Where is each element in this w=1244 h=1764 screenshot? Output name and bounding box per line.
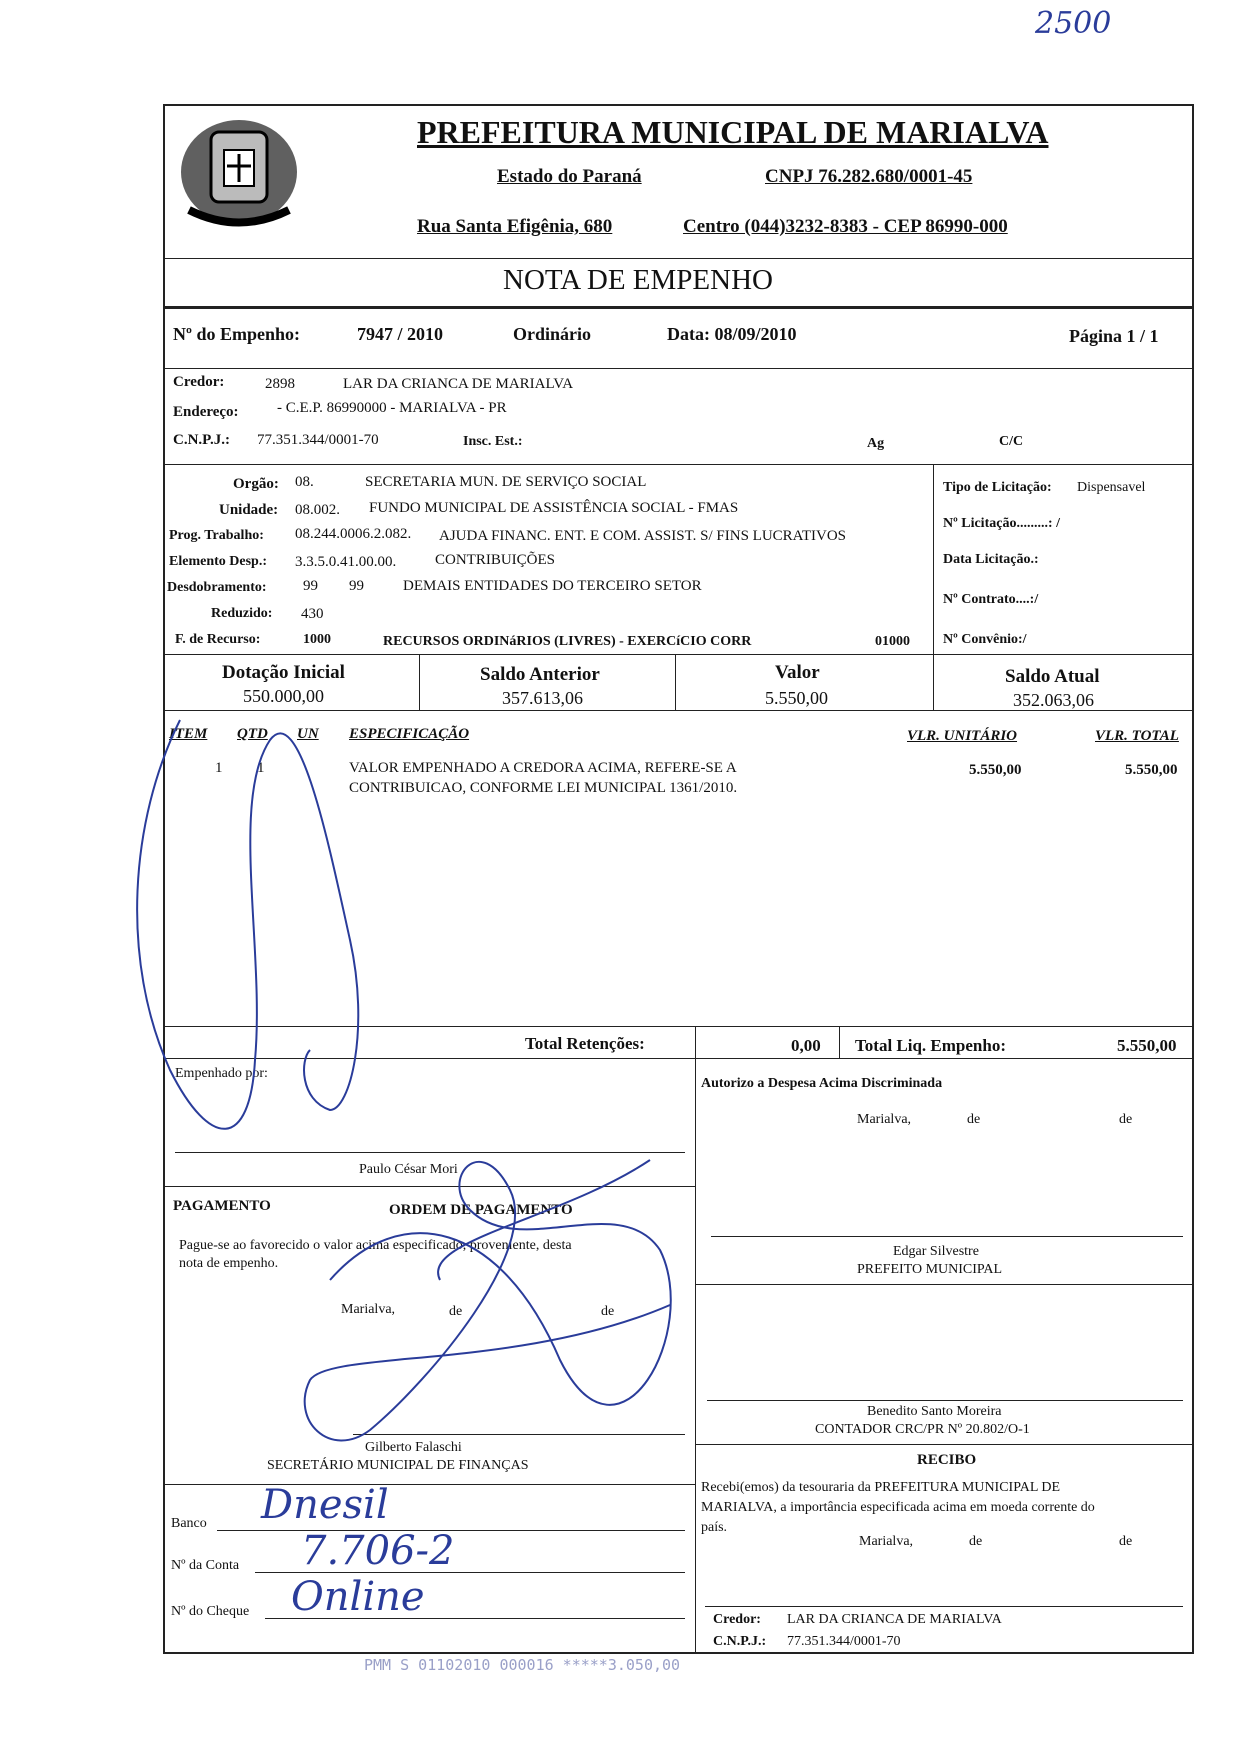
saldo-atual-value: 352.063,06: [1013, 690, 1094, 710]
ag-label: Ag: [867, 436, 885, 451]
pagamento-marialva: Marialva,: [341, 1302, 396, 1317]
unidade-label: Unidade:: [219, 502, 279, 518]
elemento-label: Elemento Desp.:: [169, 554, 267, 569]
total-retencoes-value: 0,00: [791, 1036, 821, 1055]
row-unit-value: 5.550,00: [969, 762, 1022, 778]
fonte-code: 1000: [303, 632, 331, 647]
fonte-value: RECURSOS ORDINáRIOS (LIVRES) - EXERCíCIO CORR: [383, 634, 752, 649]
autorizo-de2: de: [1119, 1112, 1133, 1127]
signature-empenho: [137, 720, 358, 1129]
cheque-label: Nº do Cheque: [171, 1604, 250, 1619]
row-spec-line1: VALOR EMPENHADO A CREDORA ACIMA, REFERE-SE A: [349, 760, 737, 776]
recibo-cnpj-value: 77.351.344/0001-70: [787, 1634, 901, 1649]
desdobramento-code2: 99: [349, 578, 364, 594]
reduzido-label: Reduzido:: [211, 606, 273, 621]
recibo-text-line2: MARIALVA, a importância especificada acima em moeda corrente do: [701, 1500, 1095, 1515]
tipo-licitacao-label: Tipo de Licitação:: [943, 480, 1052, 495]
prog-value: AJUDA FINANC. ENT. E COM. ASSIST. S/ FINS LUCRATIVOS: [439, 528, 846, 544]
empenhado-por-label: Empenhado por:: [175, 1066, 268, 1081]
endereco-label: Endereço:: [173, 404, 239, 420]
prog-label: Prog. Trabalho:: [169, 528, 264, 543]
empenhado-por-name: Paulo César Mori: [359, 1162, 458, 1177]
desdobramento-label: Desdobramento:: [167, 580, 267, 595]
handwritten-banco: Dnesil: [261, 1482, 389, 1528]
unidade-value: FUNDO MUNICIPAL DE ASSISTÊNCIA SOCIAL - FMAS: [369, 500, 739, 516]
col-vlr-unitario: VLR. UNITÁRIO: [907, 728, 1018, 744]
tipo-licitacao-value: Dispensavel: [1077, 480, 1146, 495]
municipality-title: PREFEITURA MUNICIPAL DE MARIALVA: [417, 114, 1049, 150]
cnpj-label: CNPJ 76.282.680/0001-45: [765, 166, 973, 187]
convenio-no: Nº Convênio:/: [943, 632, 1027, 647]
cc-label: C/C: [999, 434, 1024, 449]
total-retencoes-label: Total Retenções:: [525, 1034, 645, 1053]
contador-title: CONTADOR CRC/PR Nº 20.802/O-1: [815, 1422, 1030, 1437]
cnpj-credor-value: 77.351.344/0001-70: [257, 432, 379, 448]
endereco-value: - C.E.P. 86990000 - MARIALVA - PR: [277, 400, 507, 416]
empenho-no: 7947 / 2010: [357, 324, 444, 344]
empenho-date: Data: 08/09/2010: [667, 324, 797, 344]
recibo-text-line1: Recebi(emos) da tesouraria da PREFEITURA MUNICIPAL DE: [701, 1480, 1061, 1495]
prefeito-title: PREFEITO MUNICIPAL: [857, 1262, 1003, 1277]
dotacao-inicial-label: Dotação Inicial: [222, 662, 345, 683]
reduzido-value: 430: [301, 606, 324, 622]
recibo-text-line3: país.: [701, 1520, 728, 1535]
page-number: Página 1 / 1: [1069, 326, 1159, 346]
licitacao-no: Nº Licitação.........: /: [943, 516, 1060, 531]
address-contact: Centro (044)3232-8383 - CEP 86990-000: [683, 216, 1008, 237]
document-title: NOTA DE EMPENHO: [503, 264, 773, 296]
empenho-type: Ordinário: [513, 324, 592, 344]
autorizo-label: Autorizo a Despesa Acima Discriminada: [701, 1076, 943, 1091]
desdobramento-code1: 99: [303, 578, 318, 594]
row-item: 1: [215, 760, 223, 776]
pagamento-de1: de: [449, 1304, 463, 1319]
unidade-code: 08.002.: [295, 502, 340, 518]
total-liq-label: Total Liq. Empenho:: [855, 1036, 1006, 1055]
cnpj-credor-label: C.N.P.J.:: [173, 432, 230, 448]
handwritten-cheque: Online: [291, 1574, 425, 1620]
saldo-anterior-label: Saldo Anterior: [480, 664, 600, 685]
pagamento-text-line1: Pague-se ao favorecido o valor acima especificado, proveniente, desta: [179, 1238, 572, 1253]
credor-label: Credor:: [173, 374, 225, 390]
secretario-title: SECRETÁRIO MUNICIPAL DE FINANÇAS: [267, 1458, 529, 1473]
recibo-marialva: Marialva,: [859, 1534, 914, 1549]
elemento-value: CONTRIBUIÇÕES: [435, 552, 556, 568]
address-label: Rua Santa Efigênia, 680: [417, 216, 613, 237]
prog-code: 08.244.0006.2.082.: [295, 526, 412, 542]
orgao-value: SECRETARIA MUN. DE SERVIÇO SOCIAL: [365, 474, 647, 490]
elemento-code: 3.3.5.0.41.00.00.: [295, 554, 397, 570]
licitacao-data: Data Licitação.:: [943, 552, 1039, 567]
col-vlr-total: VLR. TOTAL: [1095, 728, 1179, 744]
row-qtd: 1: [257, 760, 265, 776]
fonte-code2: 01000: [875, 634, 910, 649]
state-label: Estado do Paraná: [497, 166, 642, 187]
col-un: UN: [297, 726, 319, 742]
recibo-de2: de: [1119, 1534, 1133, 1549]
col-especificacao: ESPECIFICAÇÃO: [349, 726, 470, 742]
desdobramento-value: DEMAIS ENTIDADES DO TERCEIRO SETOR: [403, 578, 702, 594]
empenho-no-label: Nº do Empenho:: [173, 324, 300, 344]
banco-label: Banco: [171, 1516, 207, 1531]
contador-name: Benedito Santo Moreira: [867, 1404, 1002, 1419]
credor-name: LAR DA CRIANCA DE MARIALVA: [343, 376, 574, 392]
saldo-anterior-value: 357.613,06: [502, 688, 583, 708]
col-qtd: QTD: [237, 726, 268, 742]
handwritten-annotation: 2500: [1035, 6, 1112, 41]
pagamento-de2: de: [601, 1304, 615, 1319]
machine-stamp: PMM S 01102010 000016 *****3.050,00: [364, 1656, 681, 1674]
recibo-title: RECIBO: [917, 1452, 977, 1468]
conta-label: Nº da Conta: [171, 1558, 240, 1573]
recibo-credor-value: LAR DA CRIANCA DE MARIALVA: [787, 1612, 1002, 1627]
total-liq-value: 5.550,00: [1117, 1036, 1177, 1055]
ordem-strike: [438, 1160, 650, 1280]
signature-secretario: [305, 1162, 671, 1441]
fonte-label: F. de Recurso:: [175, 632, 261, 647]
row-total-value: 5.550,00: [1125, 762, 1178, 778]
valor-value: 5.550,00: [765, 688, 828, 708]
col-item: ITEM: [169, 726, 208, 742]
contrato-no: Nº Contrato....:/: [943, 592, 1039, 607]
handwritten-conta: 7.706-2: [301, 1528, 455, 1574]
autorizo-de1: de: [967, 1112, 981, 1127]
row-spec-line2: CONTRIBUICAO, CONFORME LEI MUNICIPAL 1361/2010.: [349, 780, 738, 796]
credor-code: 2898: [265, 376, 295, 392]
orgao-label: Orgão:: [233, 476, 279, 492]
saldo-atual-label: Saldo Atual: [1005, 666, 1100, 687]
ordem-pagamento-label: ORDEM DE PAGAMENTO: [389, 1202, 573, 1218]
autorizo-marialva: Marialva,: [857, 1112, 912, 1127]
recibo-credor-label: Credor:: [713, 1612, 761, 1627]
recibo-cnpj-label: C.N.P.J.:: [713, 1634, 767, 1649]
dotacao-inicial-value: 550.000,00: [243, 686, 324, 706]
prefeito-name: Edgar Silvestre: [893, 1244, 979, 1259]
pagamento-label: PAGAMENTO: [173, 1198, 271, 1214]
pagamento-text-line2: nota de empenho.: [179, 1256, 279, 1271]
valor-label: Valor: [775, 662, 820, 683]
insc-label: Insc. Est.:: [463, 434, 523, 449]
orgao-code: 08.: [295, 474, 314, 490]
recibo-de1: de: [969, 1534, 983, 1549]
secretario-name: Gilberto Falaschi: [365, 1440, 462, 1455]
